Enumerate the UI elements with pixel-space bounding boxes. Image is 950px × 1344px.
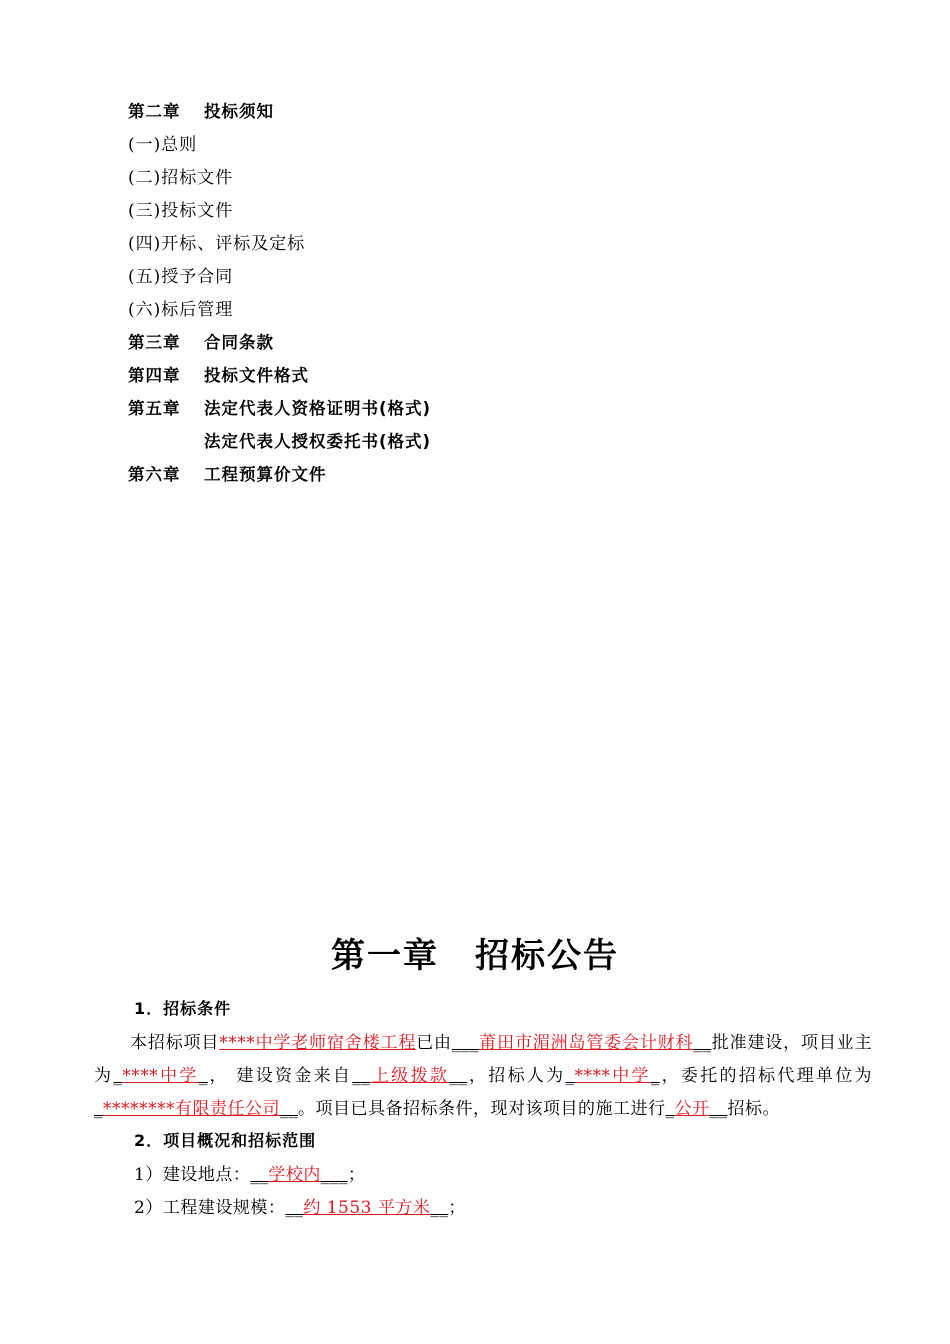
text-run: ，委托的招标代理单位为 (659, 1066, 873, 1086)
blank-fill: __ (449, 1066, 468, 1086)
blank-fill: _ (650, 1066, 660, 1086)
toc-chapter-5-sub[interactable]: 法定代表人授权委托书(格式) (204, 432, 432, 451)
text-run: 招标。 (727, 1099, 780, 1119)
item-end: ； (448, 1198, 466, 1218)
blank-fill: _ (565, 1066, 575, 1086)
blank-fill: _ (113, 1066, 123, 1086)
toc-chapter-6[interactable] (128, 461, 728, 494)
toc-chapter-4[interactable] (128, 362, 728, 395)
blank-fill: ___ (320, 1165, 348, 1185)
blank-fill: __ (709, 1099, 728, 1119)
list-item-scale (94, 1192, 872, 1225)
toc-section-bid-documents[interactable]: (三)投标文件 (128, 201, 234, 221)
blank-fill: __ (280, 1099, 298, 1119)
tenderer-field: ****中学 (574, 1066, 651, 1086)
blank-fill: __ (352, 1066, 371, 1086)
blank-fill: _ (94, 1099, 103, 1119)
chapter-1-body (94, 994, 872, 1225)
list-item-location (94, 1159, 872, 1192)
toc-section-post-bid[interactable]: (六)标后管理 (128, 300, 234, 320)
toc-section-contract-award[interactable]: (五)授予合同 (128, 267, 234, 287)
fund-source-field: 上级拨款 (370, 1066, 450, 1086)
toc-section-bid-opening[interactable]: (四)开标、评标及定标 (128, 234, 306, 254)
table-of-contents (128, 98, 728, 494)
agent-field: ********有限责任公司 (103, 1099, 280, 1119)
chapter-title: 法定代表人资格证明书(格式) (204, 399, 432, 418)
location-field: 学校内 (268, 1165, 321, 1185)
blank-fill: __ (250, 1165, 269, 1185)
blank-fill: _ (665, 1099, 675, 1119)
item-label: 1）建设地点： (134, 1165, 251, 1185)
chapter-title: 工程预算价文件 (204, 465, 327, 484)
toc-chapter-5[interactable] (128, 395, 728, 428)
chapter-title: 投标文件格式 (204, 366, 309, 385)
tender-conditions-paragraph (94, 1027, 872, 1126)
blank-fill: __ (285, 1198, 304, 1218)
chapter-number: 第五章 (128, 399, 181, 418)
chapter-number: 第三章 (128, 333, 181, 352)
chapter-title: 投标须知 (204, 102, 274, 121)
item-label: 2）工程建设规模： (134, 1198, 286, 1218)
blank-fill: _ (198, 1066, 208, 1086)
text-run: 。项目已具备招标条件，现对该项目的施工进行 (298, 1099, 666, 1119)
tender-mode-field: 公开 (674, 1099, 710, 1119)
blank-fill: __ (693, 1033, 712, 1053)
blank-fill: __ (430, 1198, 449, 1218)
item-end: ； (347, 1165, 366, 1185)
toc-chapter-3[interactable] (128, 329, 728, 362)
chapter-number: 第四章 (128, 366, 181, 385)
text-run: 批准建设，项目业主为 (94, 1033, 873, 1086)
toc-chapter-2[interactable] (128, 98, 728, 131)
text-run: 已由 (416, 1033, 452, 1053)
toc-section-general[interactable]: (一)总则 (128, 135, 198, 155)
chapter-title: 合同条款 (204, 333, 274, 352)
scale-field: 约 1553 平方米 (303, 1198, 431, 1218)
text-run: ，招标人为 (467, 1066, 566, 1086)
text-run: 本招标项目 (130, 1033, 220, 1053)
chapter-1-title: 第一章 招标公告 (331, 936, 619, 976)
approver-field: 莆田市湄洲岛管委会计财科 (478, 1033, 694, 1053)
section-heading-project-overview: 2．项目概况和招标范围 (134, 1131, 317, 1150)
blank-fill: ___ (451, 1033, 479, 1053)
chapter-number: 第六章 (128, 465, 181, 484)
project-name-field: ****中学老师宿舍楼工程 (219, 1033, 417, 1053)
text-run: ， 建设资金来自 (207, 1066, 353, 1086)
toc-section-tender-documents[interactable]: (二)招标文件 (128, 168, 234, 188)
chapter-number: 第二章 (128, 102, 181, 121)
owner-field: ****中学 (122, 1066, 199, 1086)
section-heading-tender-conditions: 1．招标条件 (134, 999, 232, 1018)
